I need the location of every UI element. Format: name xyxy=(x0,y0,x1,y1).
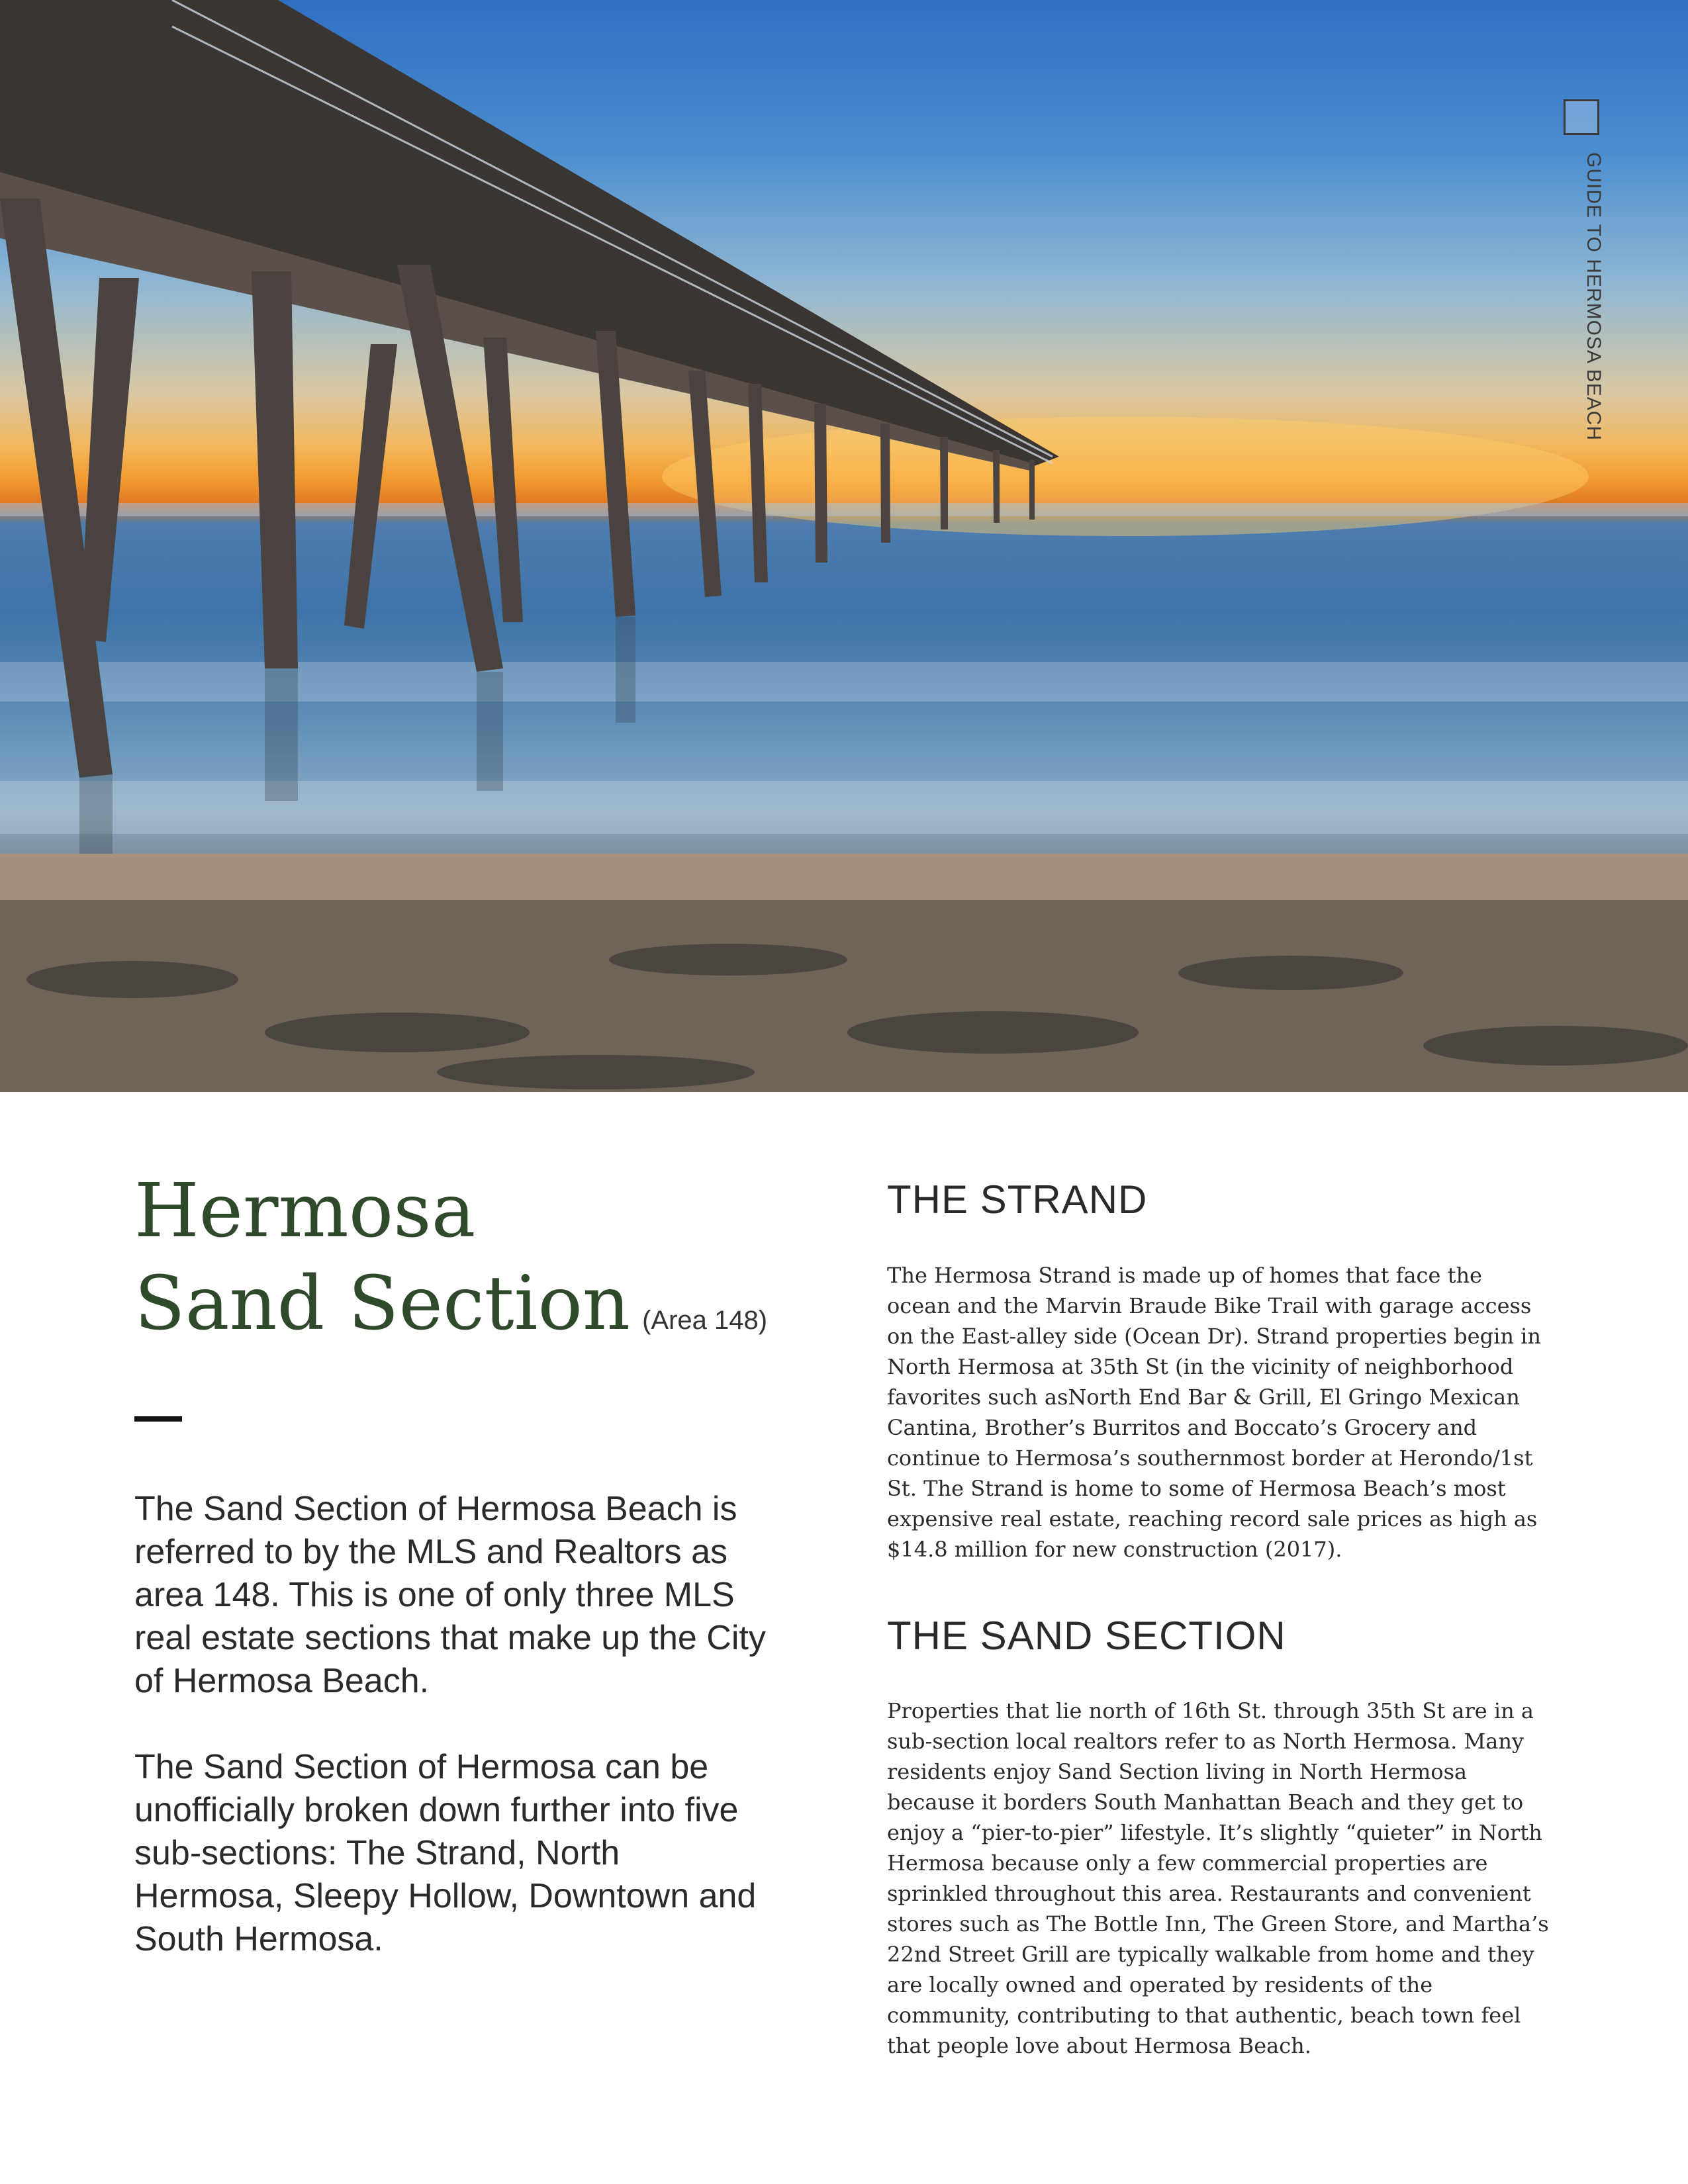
page-heading xyxy=(134,1165,796,1367)
heading-line-1: Hermosa xyxy=(134,1168,476,1254)
section-title-strand: THE STRAND xyxy=(887,1177,1148,1222)
side-title xyxy=(1582,152,1609,457)
heading-area-label: (Area 148) xyxy=(642,1306,768,1335)
section-body-sand-section: Properties that lie north of 16th St. through 35th St are in a sub-section local realtors refer to as North Hermosa. Many residents enjoy Sand Section living in North Hermosa because it borders South Manhattan Beach and they get to enjoy a “pier-to-pier” lifestyle. It’s slightly “quieter” in North Hermosa because only a few commercial properties are sprinkled throughout this area. Restaurants and convenient stores such as The Bottle Inn, The Green Store, and Martha’s 22nd Street Grill are typically walkable from home and they are locally owned and operated by residents of the community, contributing to that authentic, beach town feel that people love about Hermosa Beach. xyxy=(887,1698,1549,2058)
side-title-text: GUIDE TO HERMOSA BEACH xyxy=(1583,152,1605,441)
intro-paragraph-1: The Sand Section of Hermosa Beach is referred to by the MLS and Realtors as area 148. This is one of only three MLS real estate sections that make up the City of Hermosa Beach. xyxy=(134,1490,766,1700)
heading-divider xyxy=(134,1416,182,1422)
intro-paragraph-2: The Sand Section of Hermosa can be unofficially broken down further into five sub-sections: The Strand, North Hermosa, Sleepy Hollow, Downtown and South Hermosa. xyxy=(134,1748,757,1958)
heading-line-2: Sand Section xyxy=(134,1261,631,1347)
brand-logo xyxy=(1564,99,1599,135)
section-title-sand-section: THE SAND SECTION xyxy=(887,1614,1286,1658)
section-body-strand: The Hermosa Strand is made up of homes that face the ocean and the Marvin Braude Bike Trail with garage access on the East-alley side (Ocean Dr). Strand properties begin in North Hermosa at 35th St (in the vicinity of neighborhood favorites such asNorth End Bar & Grill, El Gringo Mexican Cantina, Brother’s Burritos and Boccato’s Grocery and continue to Hermosa’s southernmost border at Herondo/1st St. The Strand is home to some of Hermosa Beach’s most expensive real estate, reaching record sale prices as high as $14.8 million for new construction (2017). xyxy=(887,1263,1541,1562)
